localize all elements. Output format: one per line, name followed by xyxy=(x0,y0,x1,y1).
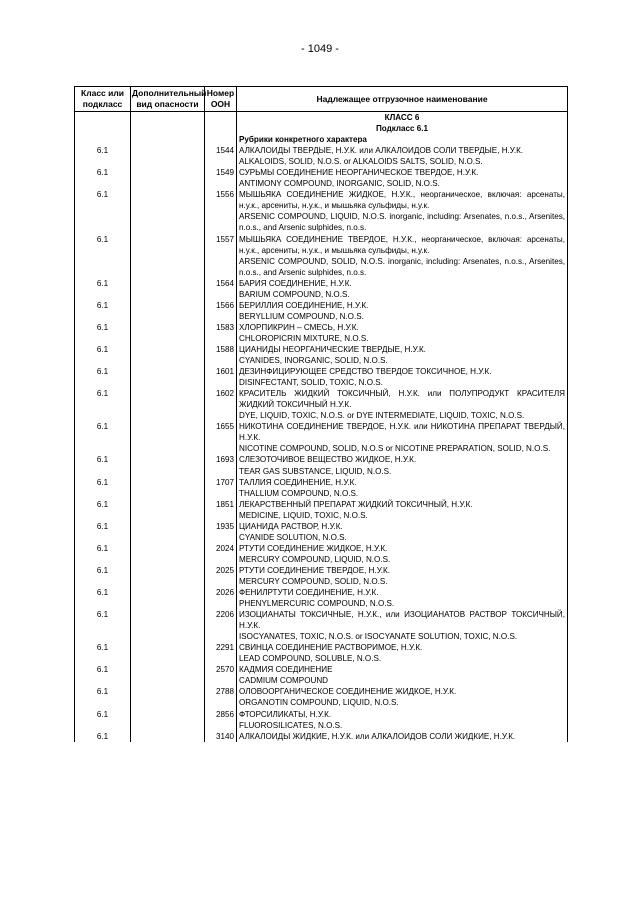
rubric-title: Рубрики конкретного характера xyxy=(239,135,367,145)
class-cell: 6.1 xyxy=(75,587,131,609)
name-english: FLUOROSILICATES, N.O.S. xyxy=(239,720,343,730)
class-cell: 6.1 xyxy=(75,278,131,300)
subsidiary-risk-cell xyxy=(131,642,205,664)
section-header-row xyxy=(75,112,568,146)
class-cell: 6.1 xyxy=(75,543,131,565)
table-row xyxy=(75,145,568,167)
un-number-cell: 2026 xyxy=(205,587,237,609)
shipping-name-cell xyxy=(237,709,568,731)
shipping-name-cell xyxy=(237,731,568,742)
class-cell: 6.1 xyxy=(75,421,131,454)
table-row xyxy=(75,388,568,421)
un-number-cell: 2024 xyxy=(205,543,237,565)
shipping-name-cell xyxy=(237,421,568,454)
class-cell: 6.1 xyxy=(75,709,131,731)
name-russian: АЛКАЛОИДЫ ЖИДКИЕ, Н.У.К. или АЛКАЛОИДОВ СОЛИ ЖИДКИЕ, Н.У.К. xyxy=(239,731,516,741)
name-english: LEAD COMPOUND, SOLUBLE, N.O.S. xyxy=(239,654,382,664)
table-row xyxy=(75,686,568,708)
table-row xyxy=(75,565,568,587)
name-english: NICOTINE COMPOUND, SOLID, N.O.S or NICOTINE PREPARATION, SOLID, N.O.S. xyxy=(239,444,551,454)
class-cell: 6.1 xyxy=(75,322,131,344)
name-english: ALKALOIDS, SOLID, N.O.S. or ALKALOIDS SALTS, SOLID, N.O.S. xyxy=(239,157,483,167)
table-row xyxy=(75,421,568,454)
class-cell: 6.1 xyxy=(75,388,131,421)
name-russian: РТУТИ СОЕДИНЕНИЕ ТВЕРДОЕ, Н.У.К. xyxy=(239,565,390,575)
name-russian: ОЛОВООРГАНИЧЕСКОЕ СОЕДИНЕНИЕ ЖИДКОЕ, Н.У.К. xyxy=(239,687,457,697)
un-number-cell: 2025 xyxy=(205,565,237,587)
un-number-cell: 1544 xyxy=(205,145,237,167)
name-english: DYE, LIQUID, TOXIC, N.O.S. or DYE INTERMEDIATE, LIQUID, TOXIC, N.O.S. xyxy=(239,411,525,421)
name-english: CADMIUM COMPOUND xyxy=(239,676,329,686)
subsidiary-risk-cell xyxy=(131,189,205,233)
subsidiary-risk-cell xyxy=(131,421,205,454)
name-english: ISOCYANATES, TOXIC, N.O.S. or ISOCYANATE SOLUTION, TOXIC, N.O.S. xyxy=(239,632,518,642)
header-subsidiary-risk: Дополнительный вид опасности xyxy=(131,87,205,112)
name-russian: ХЛОРПИКРИН – СМЕСЬ, Н.У.К. xyxy=(239,322,359,332)
table-row xyxy=(75,543,568,565)
name-english: BERYLLIUM COMPOUND, N.O.S. xyxy=(239,311,364,321)
subsidiary-risk-cell xyxy=(131,300,205,322)
shipping-name-cell xyxy=(237,344,568,366)
name-russian: КАДМИЯ СОЕДИНЕНИЕ xyxy=(239,665,333,675)
class-cell: 6.1 xyxy=(75,477,131,499)
subsidiary-risk-cell xyxy=(131,709,205,731)
subclass-title: Подкласс 6.1 xyxy=(375,124,429,134)
table-row xyxy=(75,454,568,476)
subsidiary-risk-cell xyxy=(131,278,205,300)
shipping-name-cell xyxy=(237,543,568,565)
shipping-name-cell xyxy=(237,300,568,322)
shipping-name-cell xyxy=(237,686,568,708)
table-row xyxy=(75,234,568,278)
table-row xyxy=(75,300,568,322)
header-class: Класс или подкласс xyxy=(75,87,131,112)
subsidiary-risk-cell xyxy=(131,565,205,587)
shipping-name-cell xyxy=(237,234,568,278)
subsidiary-risk-cell xyxy=(131,587,205,609)
un-number-cell: 1851 xyxy=(205,499,237,521)
shipping-name-cell xyxy=(237,521,568,543)
shipping-name-cell xyxy=(237,499,568,521)
subsidiary-risk-cell xyxy=(131,366,205,388)
table-row xyxy=(75,521,568,543)
name-english: TEAR GAS SUBSTANCE, LIQUID, N.O.S. xyxy=(239,466,392,476)
table-row xyxy=(75,477,568,499)
un-number-cell: 2206 xyxy=(205,609,237,642)
class-cell: 6.1 xyxy=(75,167,131,189)
name-russian: МЫШЬЯКА СОЕДИНЕНИЕ ЖИДКОЕ, Н.У.К., неорганическое, включая: арсенаты, н.у.к., арсениты, н.у.к., и мышьяка сульфиды, н.у.к. xyxy=(239,190,565,211)
page-number: - 1049 - xyxy=(301,43,339,55)
name-russian: ТАЛЛИЯ СОЕДИНЕНИЕ, Н.У.К. xyxy=(239,477,357,487)
name-russian: ИЗОЦИАНАТЫ ТОКСИЧНЫЕ, Н.У.К., или ИЗОЦИАНАТОВ РАСТВОР ТОКСИЧНЫЙ, Н.У.К. xyxy=(239,610,565,631)
shipping-name-cell xyxy=(237,454,568,476)
shipping-name-cell xyxy=(237,642,568,664)
table-row xyxy=(75,642,568,664)
name-english: MERCURY COMPOUND, LIQUID, N.O.S. xyxy=(239,554,391,564)
un-number-cell: 1602 xyxy=(205,388,237,421)
name-russian: ДЕЗИНФИЦИРУЮЩЕЕ СРЕДСТВО ТВЕРДОЕ ТОКСИЧНОЕ, Н.У.К. xyxy=(239,367,492,377)
shipping-name-cell xyxy=(237,322,568,344)
subsidiary-risk-cell xyxy=(131,454,205,476)
name-english: ARSENIC COMPOUND, SOLID, N.O.S. inorganic, including: Arsenates, n.o.s., Arsenites, n.o.s., and Arsenic sulphides, n.o.s. xyxy=(239,256,565,277)
subsidiary-risk-cell xyxy=(131,499,205,521)
shipping-name-cell xyxy=(237,664,568,686)
un-number-cell: 1655 xyxy=(205,421,237,454)
table-row xyxy=(75,587,568,609)
name-russian: БАРИЯ СОЕДИНЕНИЕ, Н.У.К. xyxy=(239,278,352,288)
un-number-cell: 1588 xyxy=(205,344,237,366)
un-number-cell: 1549 xyxy=(205,167,237,189)
name-english: MERCURY COMPOUND, SOLID, N.O.S. xyxy=(239,576,388,586)
header-un-number: Номер ООН xyxy=(205,87,237,112)
shipping-name-cell xyxy=(237,609,568,642)
name-english: CHLOROPICRIN MIXTURE, N.O.S. xyxy=(239,333,369,343)
name-russian: ФЕНИЛРТУТИ СОЕДИНЕНИЕ, Н.У.К. xyxy=(239,588,379,598)
class-title: КЛАСС 6 xyxy=(384,113,420,122)
name-russian: РТУТИ СОЕДИНЕНИЕ ЖИДКОЕ, Н.У.К. xyxy=(239,543,388,553)
subsidiary-risk-cell xyxy=(131,731,205,742)
subsidiary-risk-cell xyxy=(131,664,205,686)
table-row xyxy=(75,609,568,642)
name-english: DISINFECTANT, SOLID, TOXIC, N.O.S. xyxy=(239,378,383,388)
un-number-cell: 1564 xyxy=(205,278,237,300)
name-english: CYANIDES, INORGANIC, SOLID, N.O.S. xyxy=(239,356,388,366)
name-english: ARSENIC COMPOUND, LIQUID, N.O.S. inorganic, including: Arsenates, n.o.s., Arsenites, n.o.s., and Arsenic sulphides, n.o.s. xyxy=(239,212,565,233)
shipping-name-cell xyxy=(237,167,568,189)
class-cell: 6.1 xyxy=(75,234,131,278)
table-row xyxy=(75,499,568,521)
un-number-cell: 2788 xyxy=(205,686,237,708)
name-russian: СЛЕЗОТОЧИВОЕ ВЕЩЕСТВО ЖИДКОЕ, Н.У.К. xyxy=(239,455,417,465)
class-cell: 6.1 xyxy=(75,366,131,388)
shipping-name-cell xyxy=(237,587,568,609)
un-number-cell: 1935 xyxy=(205,521,237,543)
class-cell: 6.1 xyxy=(75,642,131,664)
class-cell: 6.1 xyxy=(75,189,131,233)
name-russian: АЛКАЛОИДЫ ТВЕРДЫЕ, Н.У.К. или АЛКАЛОИДОВ СОЛИ ТВЕРДЫЕ, Н.У.К. xyxy=(239,146,524,156)
table-header-row xyxy=(75,87,568,112)
subsidiary-risk-cell xyxy=(131,388,205,421)
table-row xyxy=(75,366,568,388)
shipping-name-cell xyxy=(237,278,568,300)
name-russian: ЦИАНИДА РАСТВОР, Н.У.К. xyxy=(239,521,343,531)
header-shipping-name: Надлежащее отгрузочное наименование xyxy=(237,87,568,112)
class-cell: 6.1 xyxy=(75,565,131,587)
subsidiary-risk-cell xyxy=(131,521,205,543)
table-row xyxy=(75,278,568,300)
name-russian: БЕРИЛЛИЯ СОЕДИНЕНИЕ, Н.У.К. xyxy=(239,300,369,310)
shipping-name-cell xyxy=(237,366,568,388)
un-number-cell: 2856 xyxy=(205,709,237,731)
class-cell: 6.1 xyxy=(75,731,131,742)
un-number-cell: 1583 xyxy=(205,322,237,344)
name-english: ANTIMONY COMPOUND, INORGANIC, SOLID, N.O.S. xyxy=(239,179,440,189)
name-russian: МЫШЬЯКА СОЕДИНЕНИЕ ТВЕРДОЕ, Н.У.К., неорганическое, включая: арсенаты, н.у.к., арсениты, н.у.к., и мышьяка сульфиды, н.у.к. xyxy=(239,234,565,255)
class-cell: 6.1 xyxy=(75,145,131,167)
class-cell: 6.1 xyxy=(75,499,131,521)
subsidiary-risk-cell xyxy=(131,234,205,278)
name-english: CYANIDE SOLUTION, N.O.S. xyxy=(239,532,347,542)
subsidiary-risk-cell xyxy=(131,167,205,189)
subsidiary-risk-cell xyxy=(131,344,205,366)
name-russian: ЛЕКАРСТВЕННЫЙ ПРЕПАРАТ ЖИДКИЙ ТОКСИЧНЫЙ, Н.У.К. xyxy=(239,499,473,509)
un-number-cell: 2291 xyxy=(205,642,237,664)
subsidiary-risk-cell xyxy=(131,543,205,565)
table-row xyxy=(75,664,568,686)
un-number-cell: 3140 xyxy=(205,731,237,742)
table-row xyxy=(75,731,568,742)
name-russian: СВИНЦА СОЕДИНЕНИЕ РАСТВОРИМОЕ, Н.У.К. xyxy=(239,643,423,653)
table-row xyxy=(75,322,568,344)
table-row xyxy=(75,189,568,233)
un-number-cell: 1601 xyxy=(205,366,237,388)
class-cell: 6.1 xyxy=(75,344,131,366)
name-english: PHENYLMERCURIC COMPOUND, N.O.S. xyxy=(239,599,395,609)
un-number-cell: 2570 xyxy=(205,664,237,686)
un-number-cell: 1707 xyxy=(205,477,237,499)
shipping-name-cell xyxy=(237,189,568,233)
class-cell: 6.1 xyxy=(75,300,131,322)
table-row xyxy=(75,344,568,366)
class-cell: 6.1 xyxy=(75,454,131,476)
subsidiary-risk-cell xyxy=(131,686,205,708)
un-number-cell: 1556 xyxy=(205,189,237,233)
dangerous-goods-table xyxy=(74,86,568,742)
name-english: BARIUM COMPOUND, N.O.S. xyxy=(239,289,350,299)
class-cell: 6.1 xyxy=(75,521,131,543)
class-cell: 6.1 xyxy=(75,609,131,642)
shipping-name-cell xyxy=(237,145,568,167)
name-english: THALLIUM COMPOUND, N.O.S. xyxy=(239,488,359,498)
name-russian: КРАСИТЕЛЬ ЖИДКИЙ ТОКСИЧНЫЙ, Н.У.К. или ПОЛУПРОДУКТ КРАСИТЕЛЯ ЖИДКИЙ ТОКСИЧНЫЙ Н.У.К. xyxy=(239,389,565,410)
table-row xyxy=(75,167,568,189)
un-number-cell: 1566 xyxy=(205,300,237,322)
name-russian: НИКОТИНА СОЕДИНЕНИЕ ТВЕРДОЕ, Н.У.К. или НИКОТИНА ПРЕПАРАТ ТВЕРДЫЙ, Н.У.К. xyxy=(239,422,565,443)
shipping-name-cell xyxy=(237,565,568,587)
class-cell: 6.1 xyxy=(75,686,131,708)
un-number-cell: 1693 xyxy=(205,454,237,476)
name-russian: ФТОРСИЛИКАТЫ, Н.У.К. xyxy=(239,709,332,719)
name-english: ORGANOTIN COMPOUND, LIQUID, N.O.S. xyxy=(239,698,399,708)
subsidiary-risk-cell xyxy=(131,609,205,642)
subsidiary-risk-cell xyxy=(131,477,205,499)
subsidiary-risk-cell xyxy=(131,322,205,344)
table-row xyxy=(75,709,568,731)
name-russian: СУРЬМЫ СОЕДИНЕНИЕ НЕОРГАНИЧЕСКОЕ ТВЕРДОЕ, Н.У.К. xyxy=(239,168,479,178)
shipping-name-cell xyxy=(237,477,568,499)
un-number-cell: 1557 xyxy=(205,234,237,278)
class-cell: 6.1 xyxy=(75,664,131,686)
name-russian: ЦИАНИДЫ НЕОРГАНИЧЕСКИЕ ТВЕРДЫЕ, Н.У.К. xyxy=(239,344,426,354)
shipping-name-cell xyxy=(237,388,568,421)
name-english: MEDICINE, LIQUID, TOXIC, N.O.S. xyxy=(239,510,368,520)
subsidiary-risk-cell xyxy=(131,145,205,167)
